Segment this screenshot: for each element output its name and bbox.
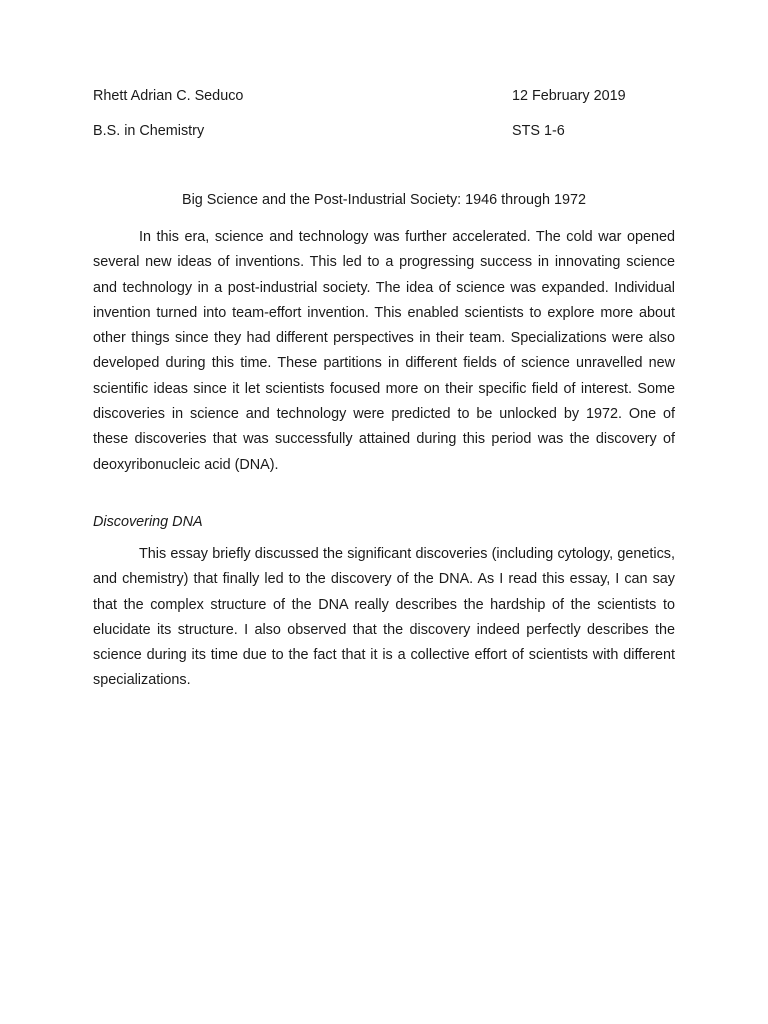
header-row-2 (93, 121, 683, 141)
submission-date: 12 February 2019 (512, 88, 626, 104)
section-subheading: Discovering DNA (93, 514, 203, 530)
body-paragraph-2: This essay briefly discussed the significant discoveries (including cytology, genetics, and chemistry) that finally led to the discovery of the DNA. As I read this essay, I can say that the complex structure of the DNA really describes the hardship of the scientists to elucidate its structure. I also observed that the discovery indeed perfectly describes the science during its time due to the fact that it is a collective effort of scientists with different specializations. (93, 546, 675, 689)
header-row-1 (93, 86, 683, 106)
body-paragraph-1: In this era, science and technology was further accelerated. The cold war opened several new ideas of inventions. This led to a progressing success in innovating science and technology in a post-industrial society. The idea of science was expanded. Individual invention turned into team-effort invention. This enabled scientists to explore more about other things since they had different perspectives in their team. Specializations were also developed during this time. These partitions in different fields of science unravelled new scientific ideas since it let scientists focused more on their specific field of interest. Some discoveries in science and technology were predicted to be unlocked by 1972. One of these discoveries that was successfully attained during this period was the discovery of deoxyribonucleic acid (DNA). (93, 229, 675, 473)
degree-program: B.S. in Chemistry (93, 123, 205, 139)
document-title: Big Science and the Post-Industrial Society: 1946 through 1972 (182, 192, 586, 208)
course-code: STS 1-6 (512, 123, 565, 139)
author-name: Rhett Adrian C. Seduco (93, 88, 244, 104)
